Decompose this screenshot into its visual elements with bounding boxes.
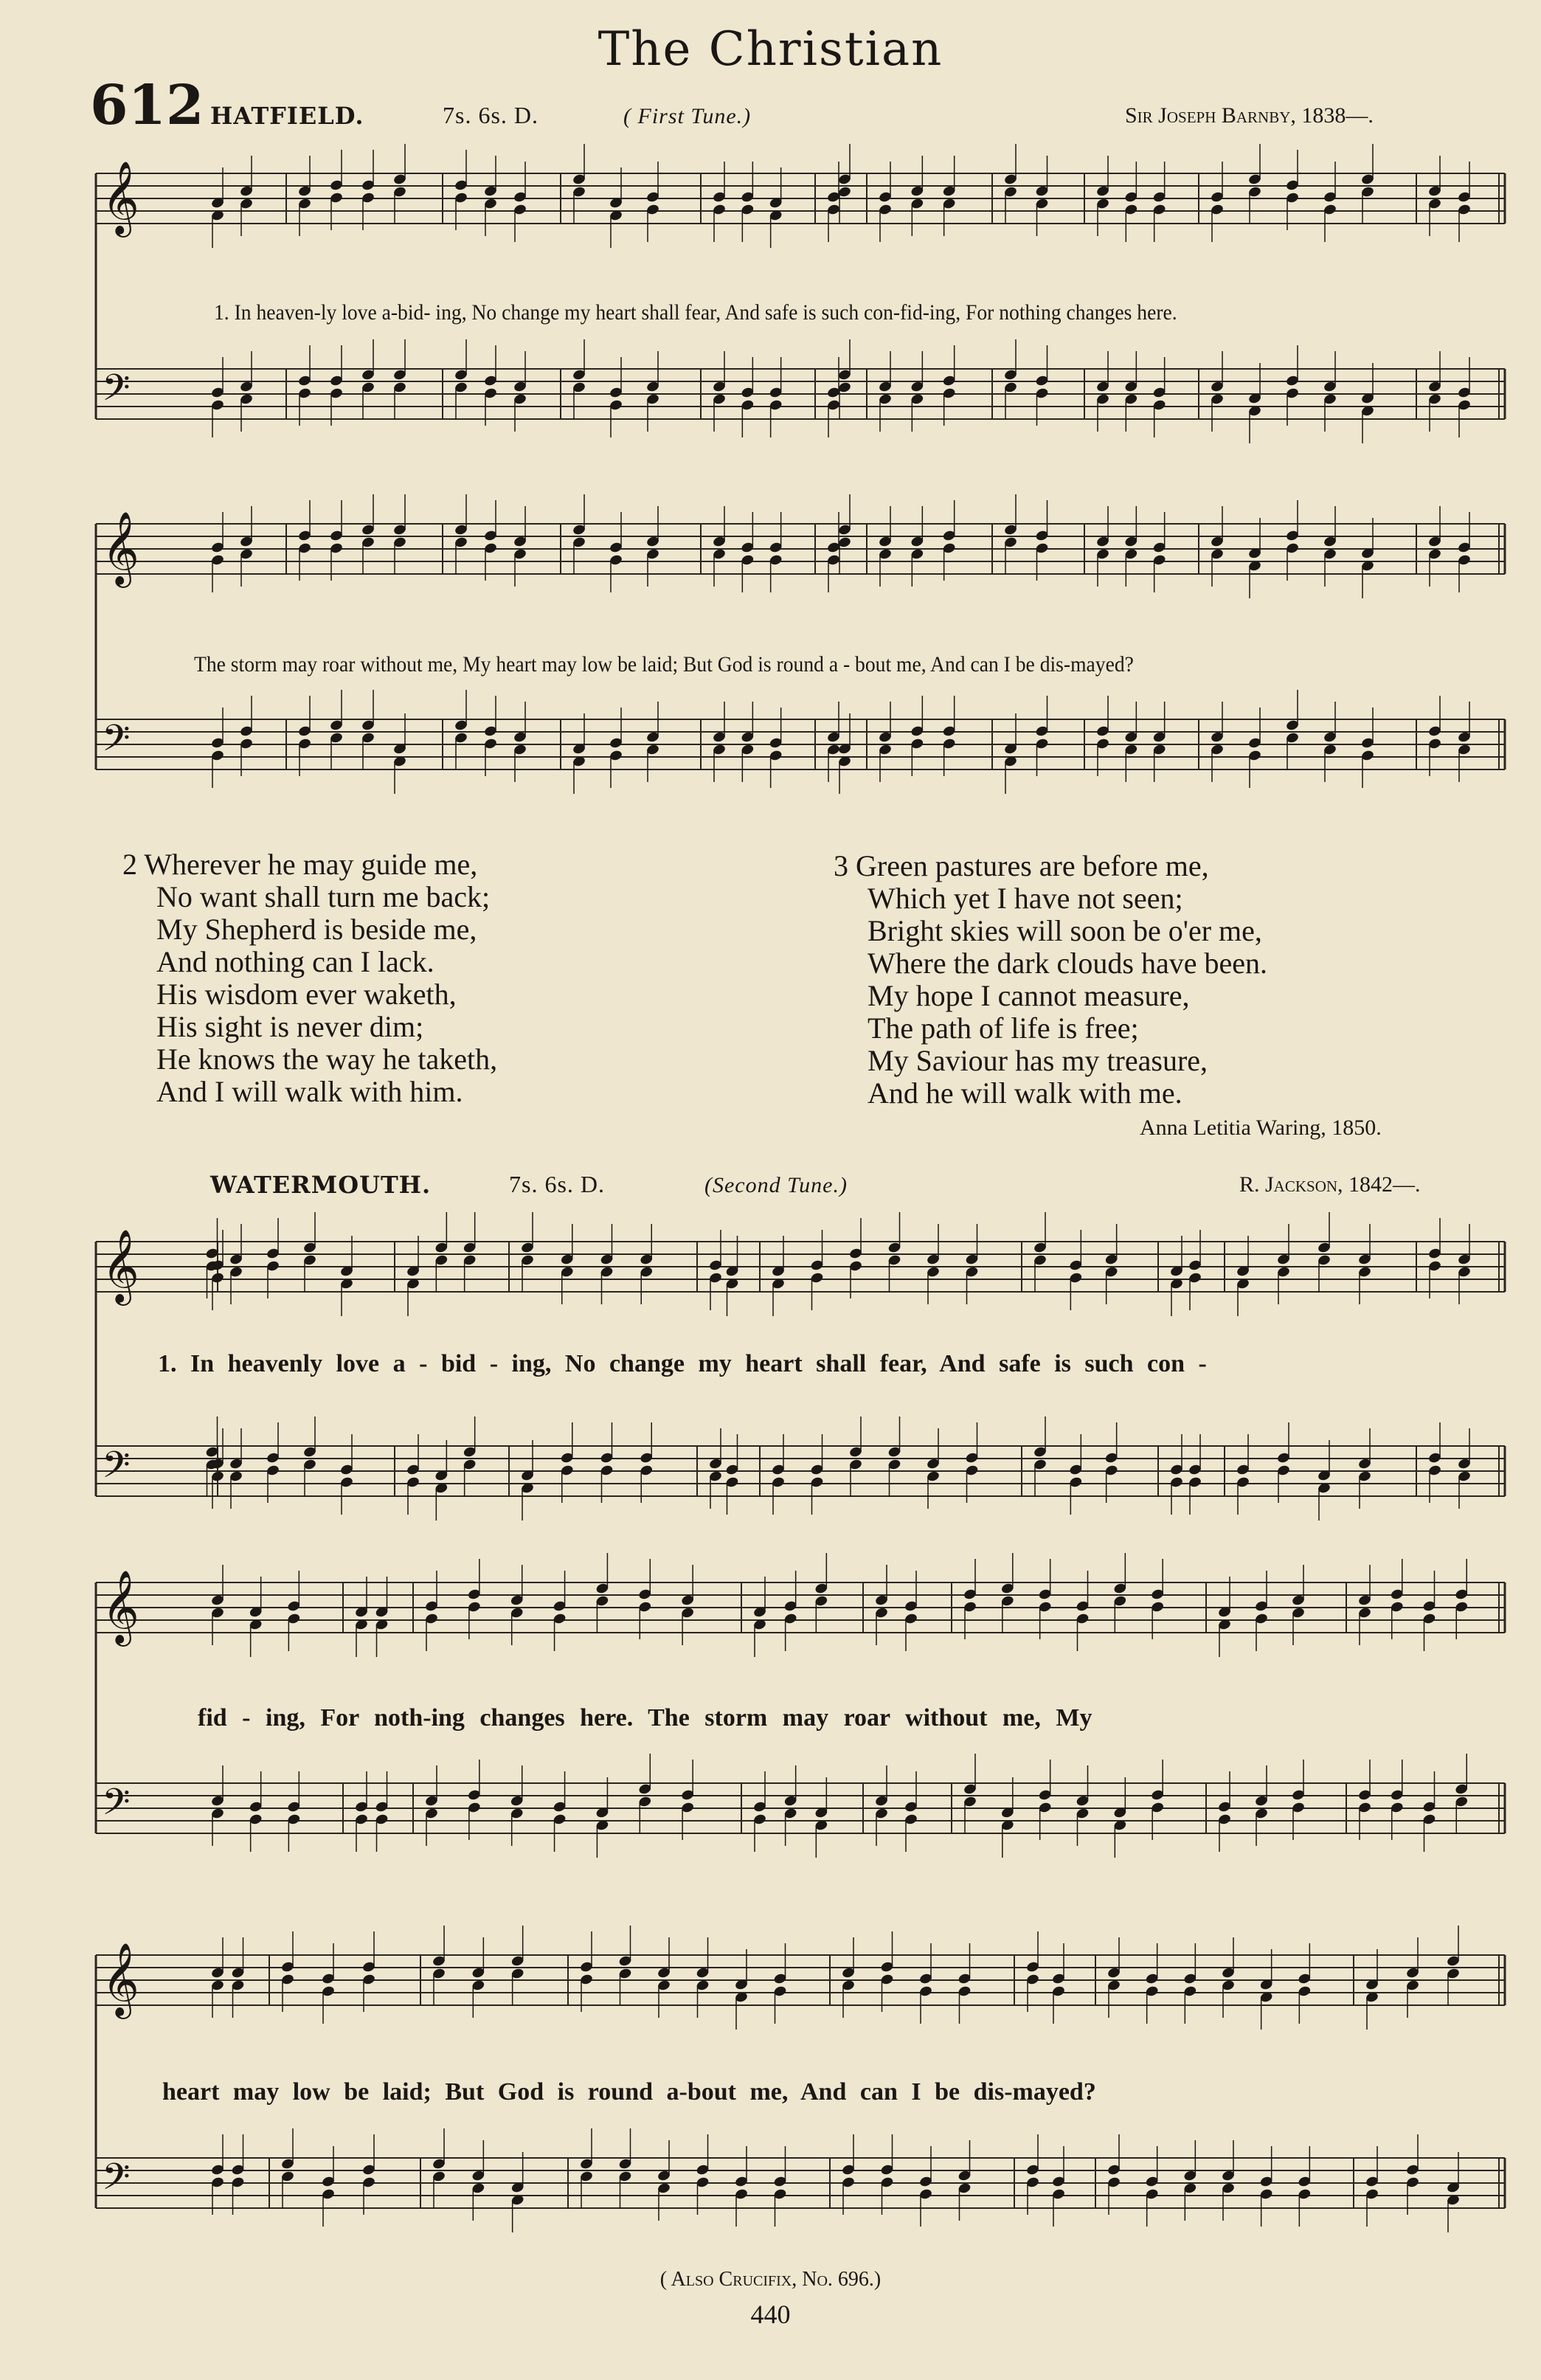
tune2-composer: R. Jackson, 1842—. xyxy=(1239,1172,1421,1197)
svg-text:𝄞: 𝄞 xyxy=(102,511,139,585)
svg-text:𝄢: 𝄢 xyxy=(102,1781,131,1833)
svg-text:𝄢: 𝄢 xyxy=(102,2156,131,2207)
svg-text:𝄞: 𝄞 xyxy=(102,1229,139,1303)
footer-note: ( Also Crucifix, No. 696.) xyxy=(659,2268,882,2291)
tune1-name: HATFIELD. xyxy=(210,102,364,130)
tune2-name: WATERMOUTH. xyxy=(210,1171,432,1199)
svg-text:𝄞: 𝄞 xyxy=(102,1570,139,1644)
tune1-composer: Sir Joseph Barnby, 1838—. xyxy=(1125,103,1374,128)
svg-text:𝄢: 𝄢 xyxy=(102,1444,131,1495)
tune1-lyrics-line2: The storm may roar without me, My heart may low be laid; But God is round a - bout me, And can I be dis-mayed? xyxy=(194,652,1134,677)
verse-author: Anna Letitia Waring, 1850. xyxy=(1140,1115,1382,1140)
svg-text:𝄞: 𝄞 xyxy=(102,161,139,235)
tune2-meter: 7s. 6s. D. xyxy=(509,1171,606,1197)
hymn-number: 612 xyxy=(90,74,204,137)
verse-3: 3 Green pastures are before me, Which yet I have not seen; Bright skies will soon be o'er me, Where the dark clouds have been. My hope I cannot measure, The path of life is free; My Saviour has my treasure, And he will walk with me. xyxy=(834,849,1267,1110)
tune2-lyrics-line1: 1. In heavenly love a - bid - ing, No change my heart shall fear, And safe is such con - xyxy=(158,1350,1207,1377)
tune2-lyrics-line3: heart may low be laid; But God is round a-bout me, And can I be dis-mayed? xyxy=(162,2078,1096,2106)
tune2-note: (Second Tune.) xyxy=(704,1173,848,1197)
svg-text:𝄢: 𝄢 xyxy=(102,717,131,769)
tune1-note: ( First Tune.) xyxy=(623,104,752,128)
svg-text:𝄞: 𝄞 xyxy=(102,1943,139,2016)
tune1-meter: 7s. 6s. D. xyxy=(443,102,539,128)
tune2-lyrics-line2: fid - ing, For noth-ing changes here. The storm may roar without me, My xyxy=(198,1704,1092,1732)
page-header: The Christian xyxy=(598,22,943,77)
tune1-lyrics-line1: 1. In heaven-ly love a-bid- ing, No change my heart shall fear, And safe is such con-fid-ing, For nothing changes here. xyxy=(214,300,1177,325)
verse-2: 2 Wherever he may guide me, No want shall turn me back; My Shepherd is beside me, And nothing can I lack. His wisdom ever waketh, His sight is never dim; He knows the way he taketh, And I will walk with him. xyxy=(122,848,498,1108)
svg-text:𝄢: 𝄢 xyxy=(102,367,131,418)
page-number: 440 xyxy=(750,2300,791,2329)
